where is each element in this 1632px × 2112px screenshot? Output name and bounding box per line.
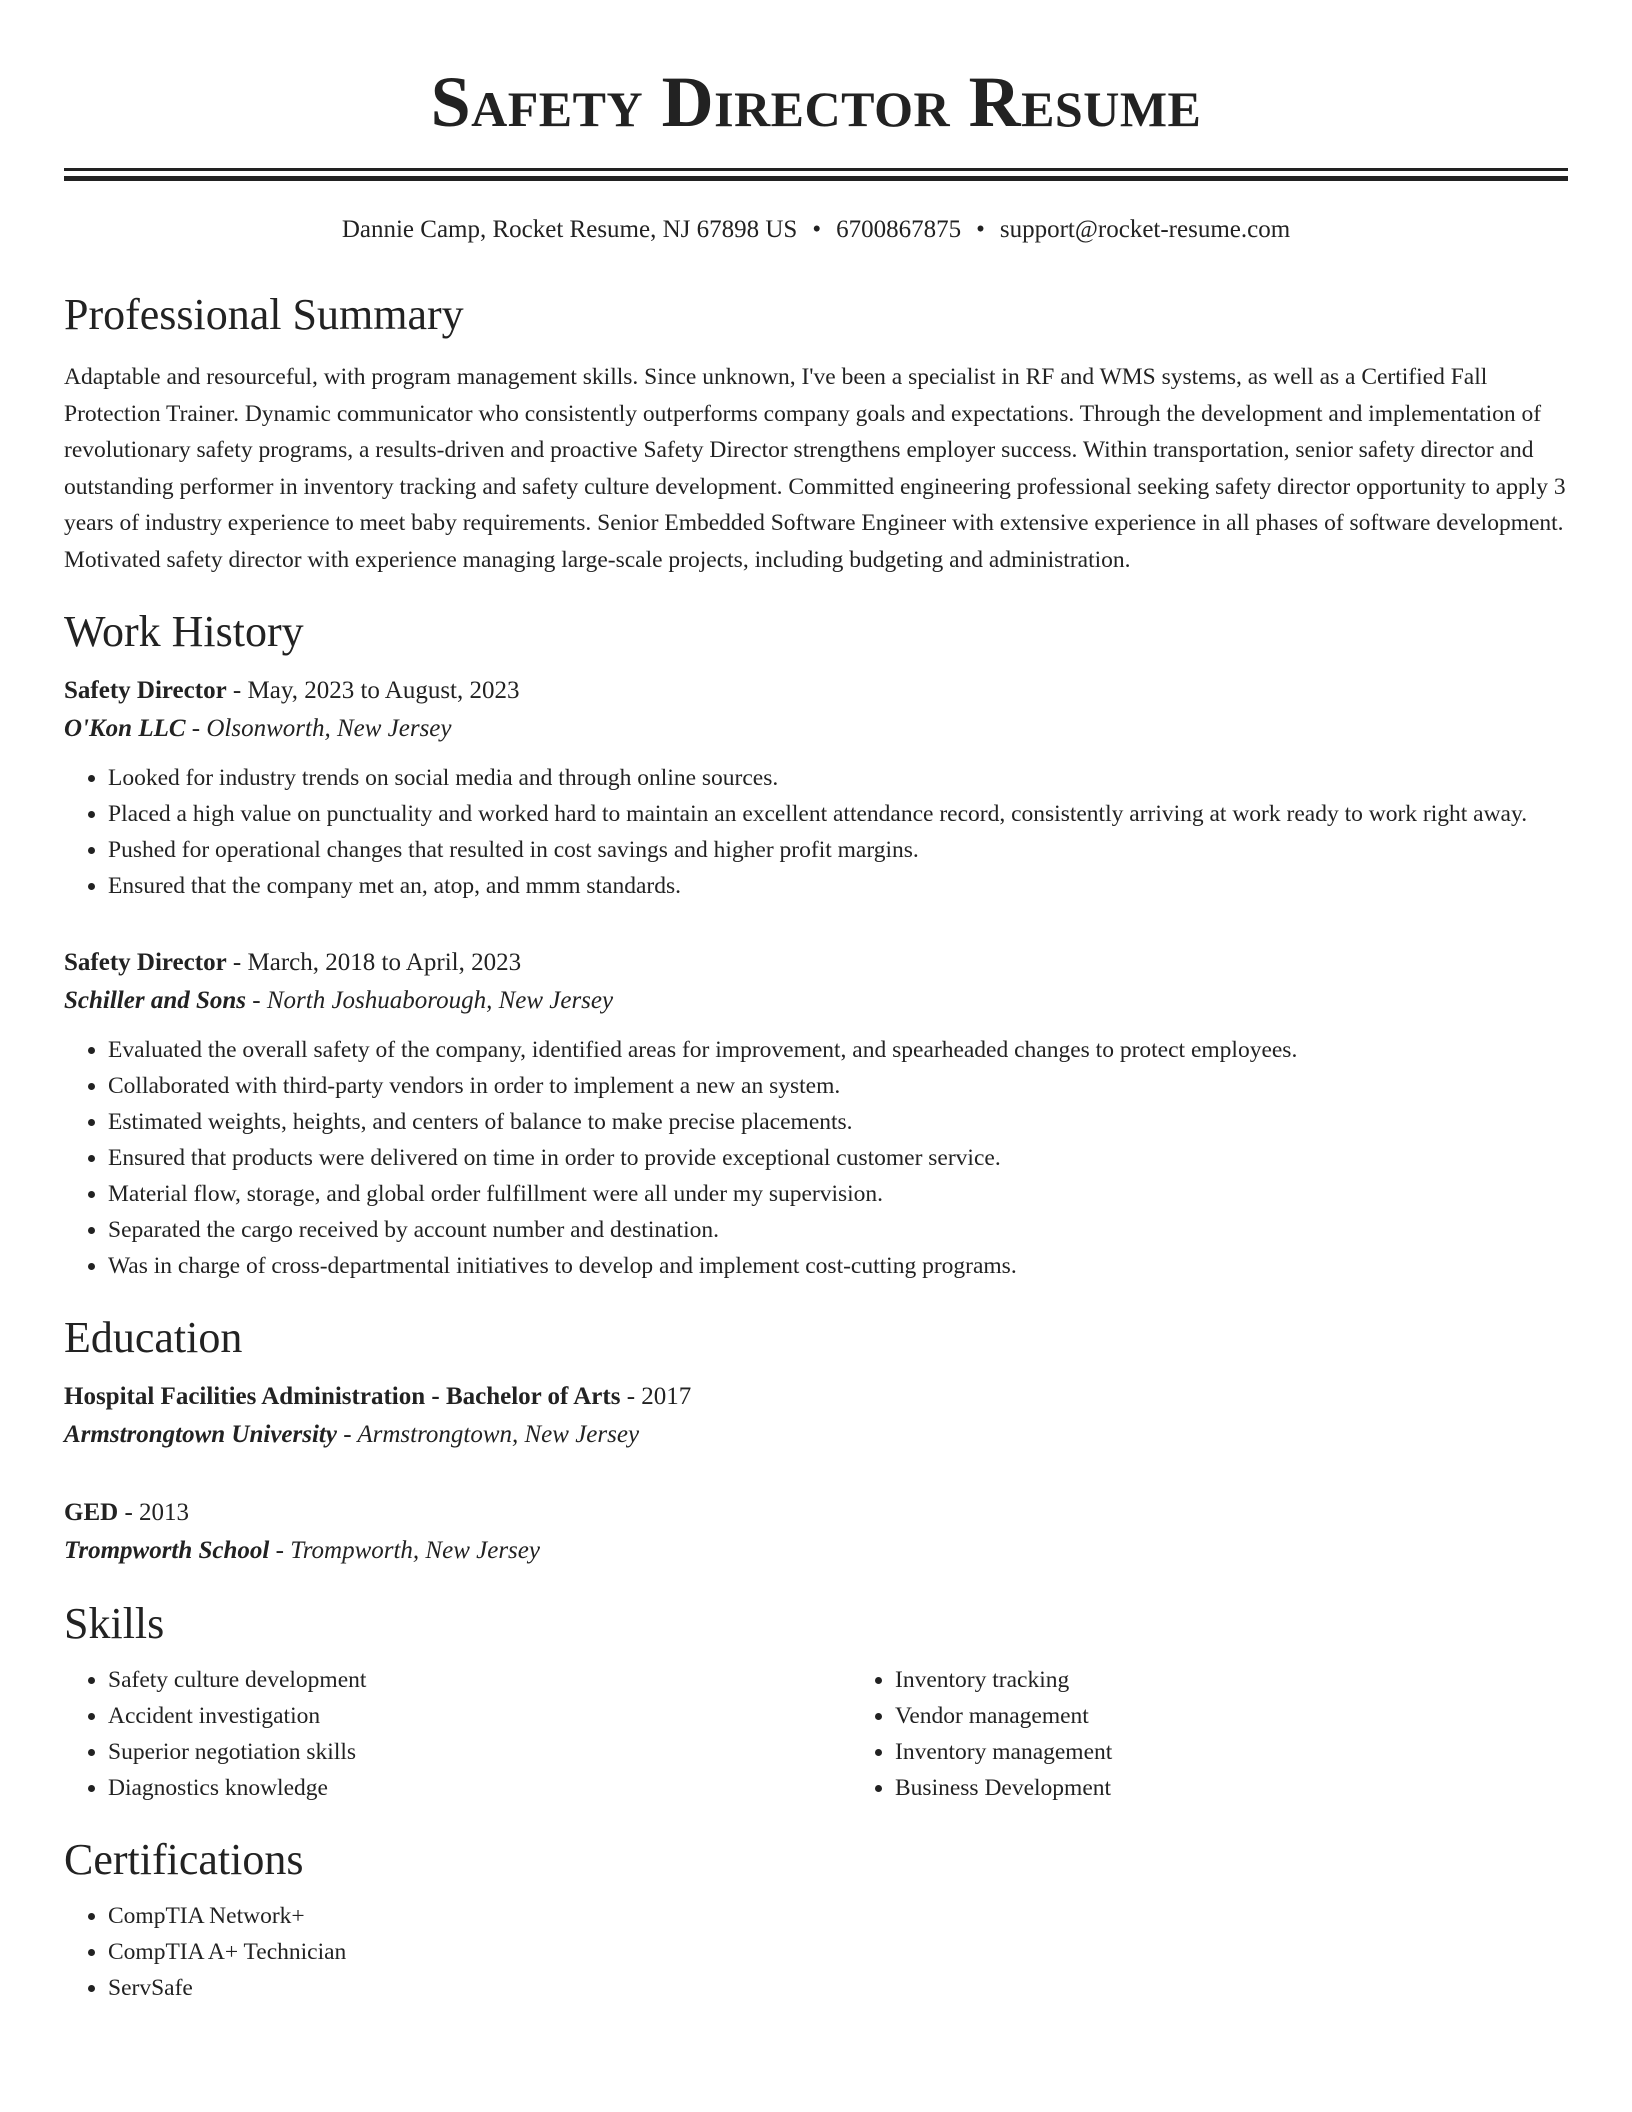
education-year: - 2017 [620,1383,692,1410]
education-degree: GED [64,1499,119,1526]
education-section [64,1312,1568,1570]
summary-section [64,289,1568,578]
job-company-line [64,982,1568,1020]
skill-item: • Accident investigation [108,1698,851,1734]
contact-line [64,215,1568,245]
job-dates: - May, 2023 to August, 2023 [226,677,520,704]
education-degree-line [64,1494,1568,1532]
contact-email: support@rocket-resume.com [999,216,1291,243]
job-bullet: • Estimated weights, heights, and centers of balance to make precise placements. [108,1104,1568,1140]
job-bullet: • Ensured that products were delivered on time in order to provide exceptional customer service. [108,1140,1568,1176]
job-bullet: • Collaborated with third-party vendors in order to implement a new an system. [108,1068,1568,1104]
job-title-line [64,672,1568,710]
skill-item: • Vendor management [895,1698,1632,1734]
certification-item: • ServSafe [108,1970,1568,2006]
page-title: Safety Director Resume [430,62,1202,142]
certification-item: • CompTIA A+ Technician [108,1934,1568,1970]
job-bullet: • Evaluated the overall safety of the company, identified areas for improvement, and spearheaded changes to protect employees. [108,1032,1568,1068]
job-company: O'Kon LLC [64,715,186,742]
certifications-list [64,1898,1568,2006]
education-entry [64,1378,1568,1454]
certifications-heading: Certifications [64,1835,304,1884]
education-school-line [64,1416,1568,1454]
job-bullet: • Separated the cargo received by account number and destination. [108,1212,1568,1248]
skill-item: • Diagnostics knowledge [108,1770,851,1806]
work-history-heading: Work History [64,607,304,656]
skills-section [64,1598,1568,1806]
education-degree: Hospital Facilities Administration - Bachelor of Arts [64,1383,621,1410]
job-dates: - March, 2018 to April, 2023 [226,949,522,976]
contact-separator: • [812,216,822,243]
job-bullet: • Placed a high value on punctuality and worked hard to maintain an excellent attendance record, consistently arriving at work ready to work right away. [108,796,1568,832]
job-entry [64,672,1568,904]
title-divider-thick [64,176,1568,181]
job-location: - North Joshuaborough, New Jersey [246,987,614,1014]
skill-item: • Inventory tracking [895,1662,1632,1698]
job-bullet: • Pushed for operational changes that resulted in cost savings and higher profit margins. [108,832,1568,868]
skills-columns [64,1650,1568,1806]
job-bullets [64,1032,1568,1284]
title-divider-thin [64,168,1568,171]
education-school: Trompworth School [64,1537,270,1564]
job-entry [64,944,1568,1284]
skills-list-right [851,1662,1632,1806]
certification-item: • CompTIA Network+ [108,1898,1568,1934]
contact-phone: 6700867875 [836,216,962,243]
job-bullets [64,760,1568,904]
job-title: Safety Director [64,949,227,976]
job-bullet: • Material flow, storage, and global order fulfillment were all under my supervision. [108,1176,1568,1212]
summary-text: Adaptable and resourceful, with program management skills. Since unknown, I've been a specialist in RF and WMS systems, as well as a Certified Fall Protection Trainer. Dynamic communicator who consistently outperforms company goals and expectations. Through the development and implementation of revolutionary safety programs, a results-driven and proactive Safety Director strengthens employer success. Within transportation, senior safety director and outstanding performer in inventory tracking and safety culture development. Committed engineering professional seeking safety director opportunity to apply 3 years of industry experience to meet baby requirements. Senior Embedded Software Engineer with extensive experience in all phases of software development. Motivated safety director with experience managing large-scale projects, including budgeting and administration. [64,364,1566,573]
job-location: - Olsonworth, New Jersey [185,715,452,742]
education-location: - Armstrongtown, New Jersey [336,1421,640,1448]
education-location: - Trompworth, New Jersey [269,1537,540,1564]
skills-heading: Skills [64,1599,165,1648]
skills-list-left [64,1662,851,1806]
job-title: Safety Director [64,677,227,704]
job-company-line [64,710,1568,748]
job-bullet: • Ensured that the company met an, atop, and mmm standards. [108,868,1568,904]
job-bullet: • Was in charge of cross-departmental initiatives to develop and implement cost-cutting programs. [108,1248,1568,1284]
education-school: Armstrongtown University [64,1421,337,1448]
job-company: Schiller and Sons [64,987,247,1014]
education-heading: Education [64,1313,243,1362]
skill-item: • Safety culture development [108,1662,851,1698]
skill-item: • Superior negotiation skills [108,1734,851,1770]
education-school-line [64,1532,1568,1570]
job-title-line [64,944,1568,982]
education-entry [64,1494,1568,1570]
skill-item: • Business Development [895,1770,1632,1806]
summary-heading: Professional Summary [64,290,464,339]
job-bullet: • Looked for industry trends on social media and through online sources. [108,760,1568,796]
contact-separator: • [976,216,985,243]
education-year: - 2013 [118,1499,190,1526]
skill-item: • Inventory management [895,1734,1632,1770]
education-degree-line [64,1378,1568,1416]
work-history-section [64,606,1568,1284]
certifications-section [64,1834,1568,2006]
contact-address: Dannie Camp, Rocket Resume, NJ 67898 US [341,216,798,243]
